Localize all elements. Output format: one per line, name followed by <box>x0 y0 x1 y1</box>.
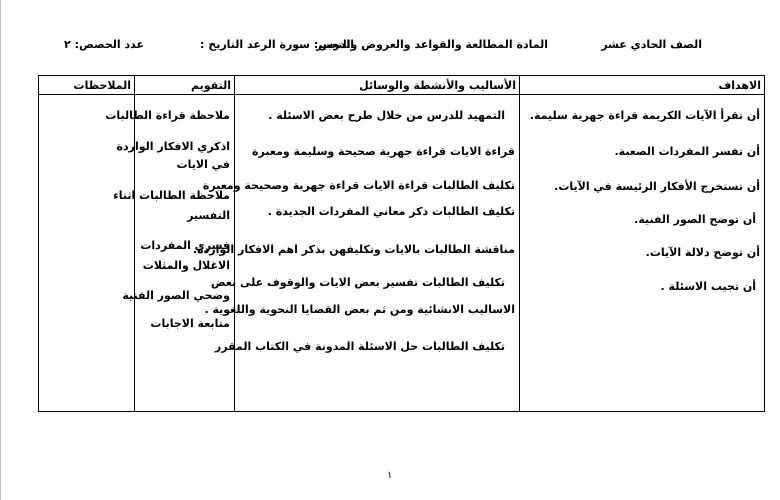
evaluation-item: ملاحظة الطالبات اثناء <box>113 189 230 202</box>
evaluation-item: وضحي الصور الفنية <box>122 289 230 302</box>
method-item: تكليف الطالبات قراءة الايات قراءة جهرية وصحيحة ومعبرة <box>202 179 515 192</box>
page-number: ١ <box>387 470 393 481</box>
header-evaluation: التقويم <box>135 76 235 95</box>
method-item: تكليف الطالبات تفسير بعض الايات والوقوف على بعض <box>210 276 505 289</box>
header-goals: الاهداف <box>520 76 765 95</box>
header-notes: الملاحظات <box>39 76 135 95</box>
method-item: التمهيد للدرس من خلال طرح بعض الاسئلة . <box>268 109 505 122</box>
notes-cell <box>39 95 135 412</box>
subject-label: المادة المطالعة والقواعد والعروض والتعبير <box>316 38 548 51</box>
evaluation-item: في الايات <box>176 158 230 171</box>
goal-item: أن تفسر المفردات الصعبة. <box>614 145 760 158</box>
goal-item: أن توضح دلالة الآيات. <box>645 246 760 259</box>
goals-cell <box>520 95 765 412</box>
method-item: مناقشة الطالبات بالايات وتكليفهن بذكر اهم الافكار الواردة. <box>192 243 515 256</box>
goal-item: أن تستخرج الأفكار الرئيسة في الآيات. <box>554 180 760 193</box>
method-item: قراءة الايات قراءة جهرية صحيحة وسليمة ومعبرة <box>252 145 515 158</box>
evaluation-item: اذكري الافكار الواردة <box>116 140 230 153</box>
class-count-label: عدد الحصص: ٢ <box>64 38 144 51</box>
method-item: الاساليب الانشائية ومن ثم بعض القضايا النحوية واللغوية . <box>204 303 515 316</box>
lesson-date-label: الدرس: سورة الرعد التاريخ : <box>200 38 354 51</box>
method-item: تكليف الطالبات حل الاسئلة المدونة في الكتاب المقرر <box>214 340 505 353</box>
header-methods: الأساليب والأنشطة والوسائل <box>235 76 520 95</box>
evaluation-cell <box>105 95 235 412</box>
method-item: تكليف الطالبات ذكر معاني المفردات الجديدة . <box>267 205 515 218</box>
lesson-plan-table <box>38 75 765 412</box>
table-body-row <box>39 95 765 412</box>
page-edge <box>0 0 1 500</box>
goal-item: أن توضح الصور الفنية. <box>634 213 756 226</box>
evaluation-item: الاغلال والمثلات <box>142 259 230 272</box>
document-header <box>0 38 780 58</box>
grade-label: الصف الحادي عشر <box>601 38 702 51</box>
evaluation-item: التفسير <box>187 209 230 222</box>
evaluation-item: ملاحظة قراءة الطالبات <box>105 109 230 122</box>
goal-item: أن تجيب الاسئلة . <box>660 280 756 293</box>
evaluation-item: متابعة الاجابات <box>150 317 230 330</box>
table-header-row <box>39 76 765 95</box>
goal-item: أن تقرأ الآيات الكريمة قراءة جهرية سليمة. <box>529 109 760 122</box>
evaluation-item: فسري المفردات <box>140 239 230 252</box>
